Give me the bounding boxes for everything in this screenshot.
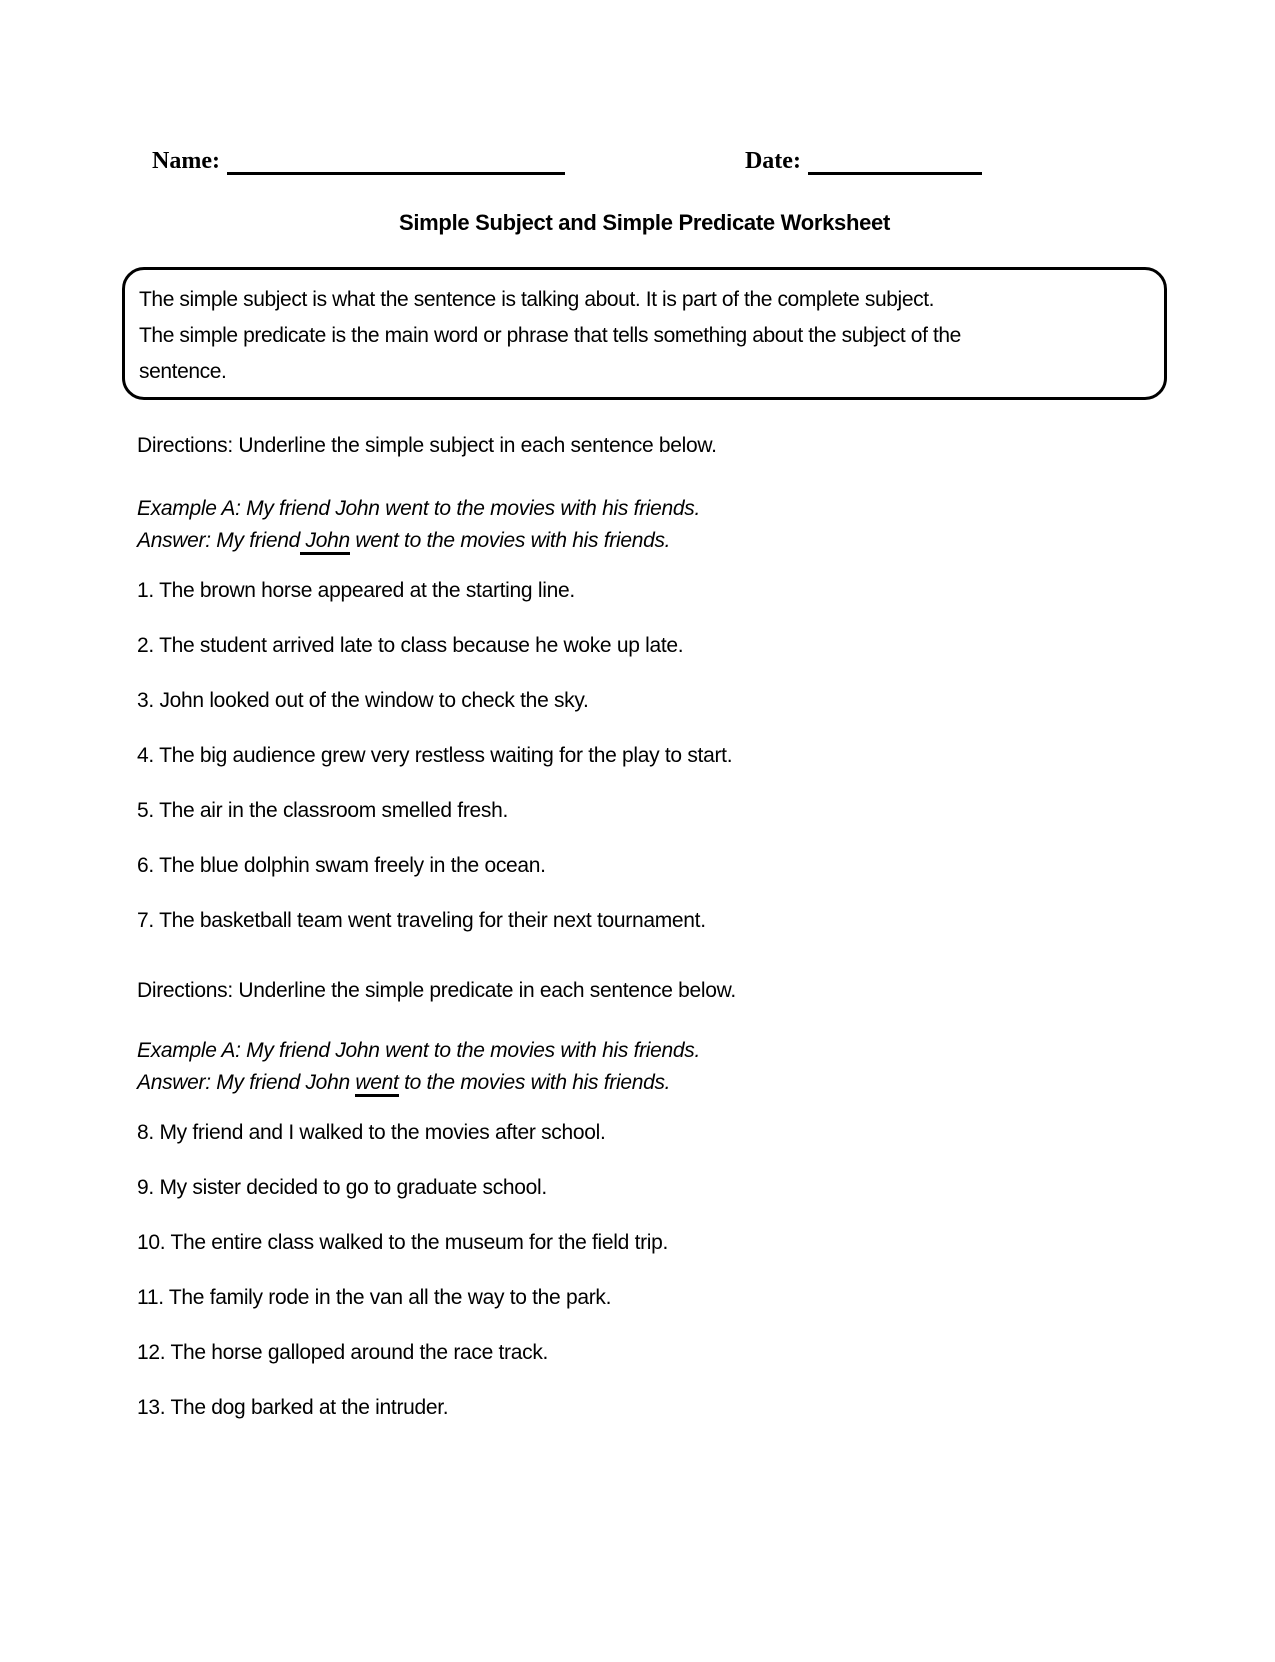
sentence-item-8: 8. My friend and I walked to the movies after school.	[137, 1121, 606, 1144]
definition-line: The simple predicate is the main word or phrase that tells something about the subject of the	[139, 324, 961, 347]
header	[152, 148, 1175, 175]
sentence-item-9: 9. My sister decided to go to graduate school.	[137, 1176, 547, 1199]
page-title: Simple Subject and Simple Predicate Worksheet	[398, 210, 891, 235]
sentence-item-2: 2. The student arrived late to class because he woke up late.	[137, 634, 684, 657]
sentence-item-11: 11. The family rode in the van all the way to the park.	[137, 1286, 612, 1309]
answer-underlined-word: John	[300, 529, 350, 555]
example-subject	[137, 493, 1185, 557]
example-predicate-answer	[137, 1067, 1185, 1099]
sentence-item-3: 3. John looked out of the window to check the sky.	[137, 689, 589, 712]
sentence-item-1: 1. The brown horse appeared at the starting line.	[137, 579, 575, 602]
example-predicate-sentence: Example A: My friend John went to the movies with his friends.	[137, 1039, 701, 1062]
subject-section	[137, 432, 1185, 934]
answer-underlined-word: went	[355, 1071, 398, 1097]
definition-box	[122, 267, 1167, 400]
example-predicate	[137, 1035, 1185, 1099]
answer-text-after: to the movies with his friends.	[398, 1071, 671, 1094]
directions-subject: Directions: Underline the simple subject in each sentence below.	[137, 434, 717, 457]
sentence-item-12: 12. The horse galloped around the race track.	[137, 1341, 549, 1364]
example-subject-answer	[137, 525, 1185, 557]
sentence-item-6: 6. The blue dolphin swam freely in the ocean.	[137, 854, 546, 877]
sentence-item-13: 13. The dog barked at the intruder.	[137, 1396, 449, 1419]
sentence-item-10: 10. The entire class walked to the museum for the field trip.	[137, 1231, 669, 1254]
definition-line: sentence.	[139, 360, 227, 383]
sentence-item-5: 5. The air in the classroom smelled fresh.	[137, 799, 509, 822]
date-blank-line	[808, 148, 982, 175]
sentence-item-7: 7. The basketball team went traveling for their next tournament.	[137, 909, 706, 932]
date-label: Date:	[744, 148, 801, 174]
example-subject-sentence: Example A: My friend John went to the movies with his friends.	[137, 497, 701, 520]
name-label: Name:	[152, 148, 220, 174]
name-blank-line	[227, 148, 565, 175]
answer-text-after: went to the movies with his friends.	[349, 529, 671, 552]
worksheet-body	[137, 432, 1185, 1421]
answer-text-before: Answer: My friend John	[137, 1071, 356, 1094]
predicate-section	[137, 977, 1185, 1421]
definition-line: The simple subject is what the sentence is talking about. It is part of the complete subject.	[139, 288, 935, 311]
directions-predicate: Directions: Underline the simple predicate in each sentence below.	[137, 979, 736, 1002]
answer-text-before: Answer: My friend	[137, 529, 300, 552]
sentence-item-4: 4. The big audience grew very restless waiting for the play to start.	[137, 744, 733, 767]
